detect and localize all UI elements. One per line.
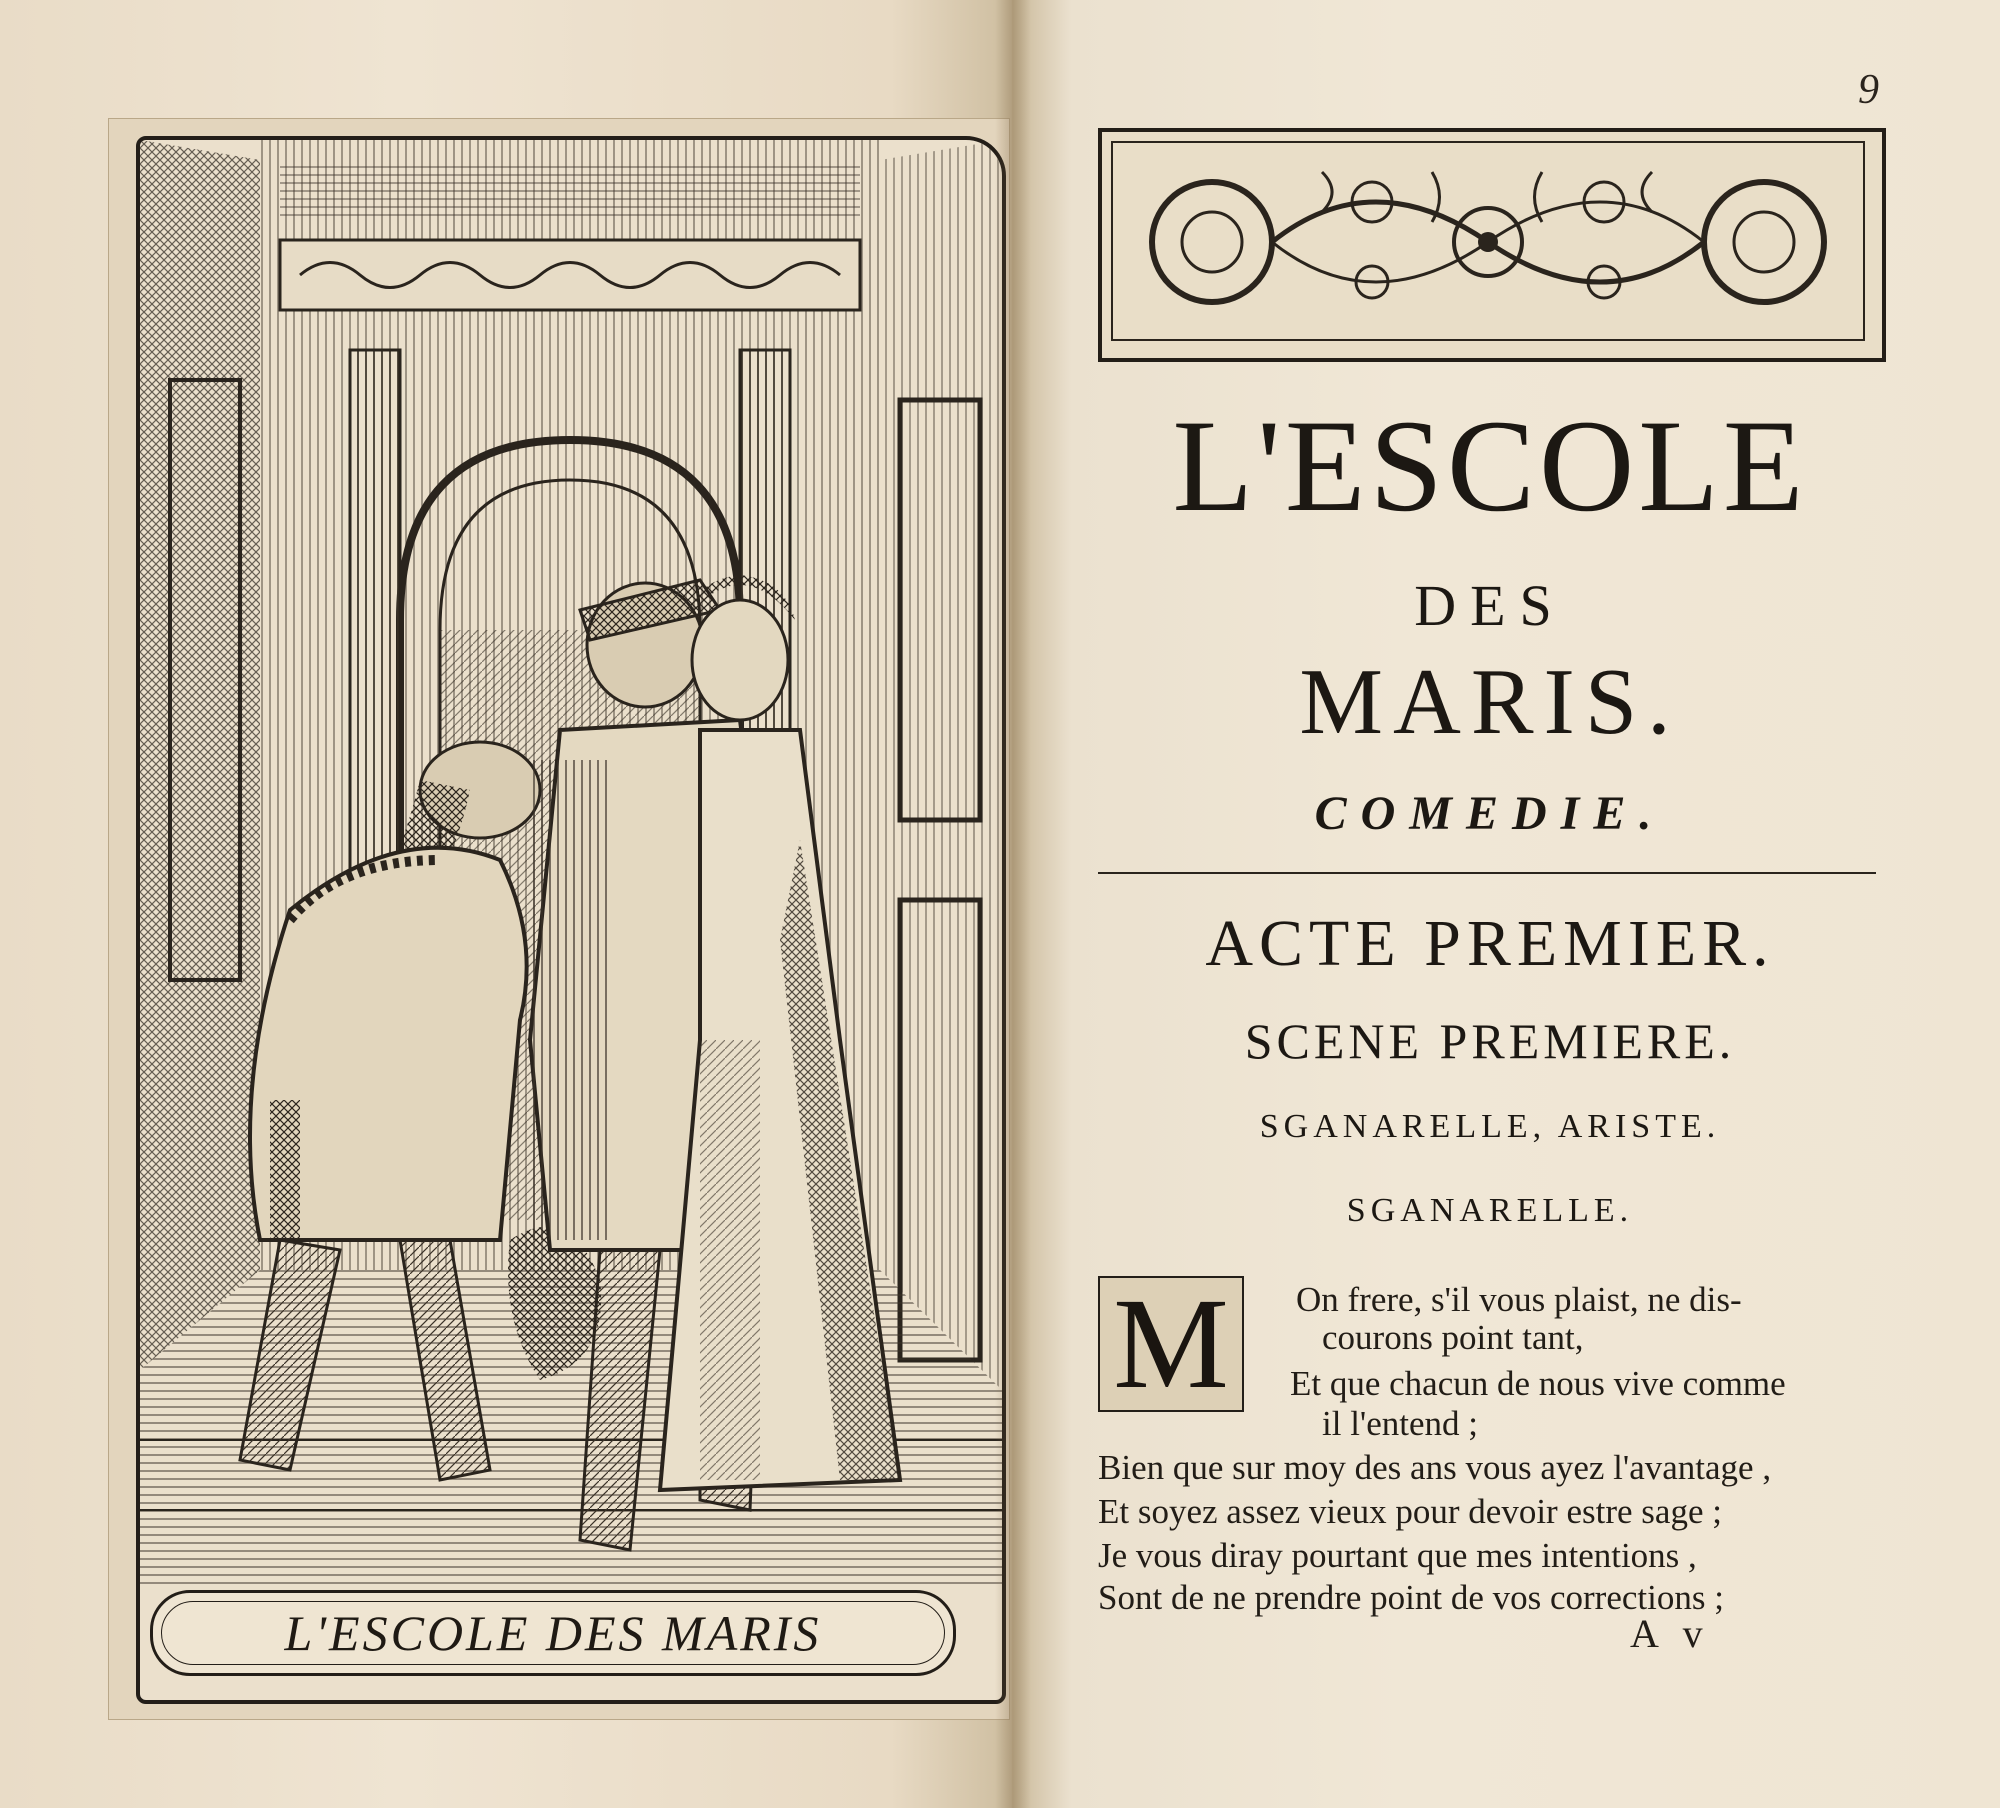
engraving-illustration bbox=[140, 140, 1002, 1700]
cartouche-border bbox=[161, 1601, 945, 1665]
decorated-initial: M bbox=[1098, 1276, 1244, 1412]
play-title-maris: MARIS. bbox=[1299, 650, 1681, 754]
verse-line: On frere, s'il vous plaist, ne dis- bbox=[1296, 1280, 1742, 1319]
caption-cartouche bbox=[150, 1590, 956, 1676]
verse-line: Et que chacun de nous vive comme bbox=[1290, 1364, 1786, 1403]
frontispiece-caption: L'ESCOLE DES MARIS bbox=[284, 1605, 822, 1661]
verse-line: Bien que sur moy des ans vous ayez l'avantage , bbox=[1098, 1448, 1772, 1487]
characters-list: SGANARELLE, ARISTE. bbox=[1259, 1108, 1721, 1145]
verse-line: Je vous diray pourtant que mes intentions , bbox=[1098, 1536, 1697, 1575]
play-title: L'ESCOLE bbox=[1172, 392, 1808, 539]
frontispiece-engraving bbox=[136, 136, 1006, 1704]
floral-ornament bbox=[1102, 132, 1874, 350]
play-title-des: DES bbox=[1414, 573, 1566, 638]
verse-line: il l'entend ; bbox=[1322, 1404, 1478, 1443]
book-gutter bbox=[995, 0, 1031, 1808]
genre-subtitle: COMEDIE. bbox=[1314, 787, 1666, 840]
verse-line: Et soyez assez vieux pour devoir estre sage ; bbox=[1098, 1492, 1722, 1531]
verse-line: courons point tant, bbox=[1322, 1318, 1584, 1357]
act-heading: ACTE PREMIER. bbox=[1205, 907, 1775, 980]
ornamental-headpiece bbox=[1098, 128, 1886, 362]
verse-line: Sont de ne prendre point de vos corrections ; bbox=[1098, 1578, 1724, 1617]
page-number: 9 bbox=[1858, 67, 1879, 113]
speaker-name: SGANARELLE. bbox=[1346, 1192, 1634, 1229]
horizontal-rule bbox=[1098, 872, 1876, 874]
scene-heading: SCENE PREMIERE. bbox=[1244, 1013, 1736, 1069]
signature-mark: A v bbox=[1630, 1611, 1711, 1656]
